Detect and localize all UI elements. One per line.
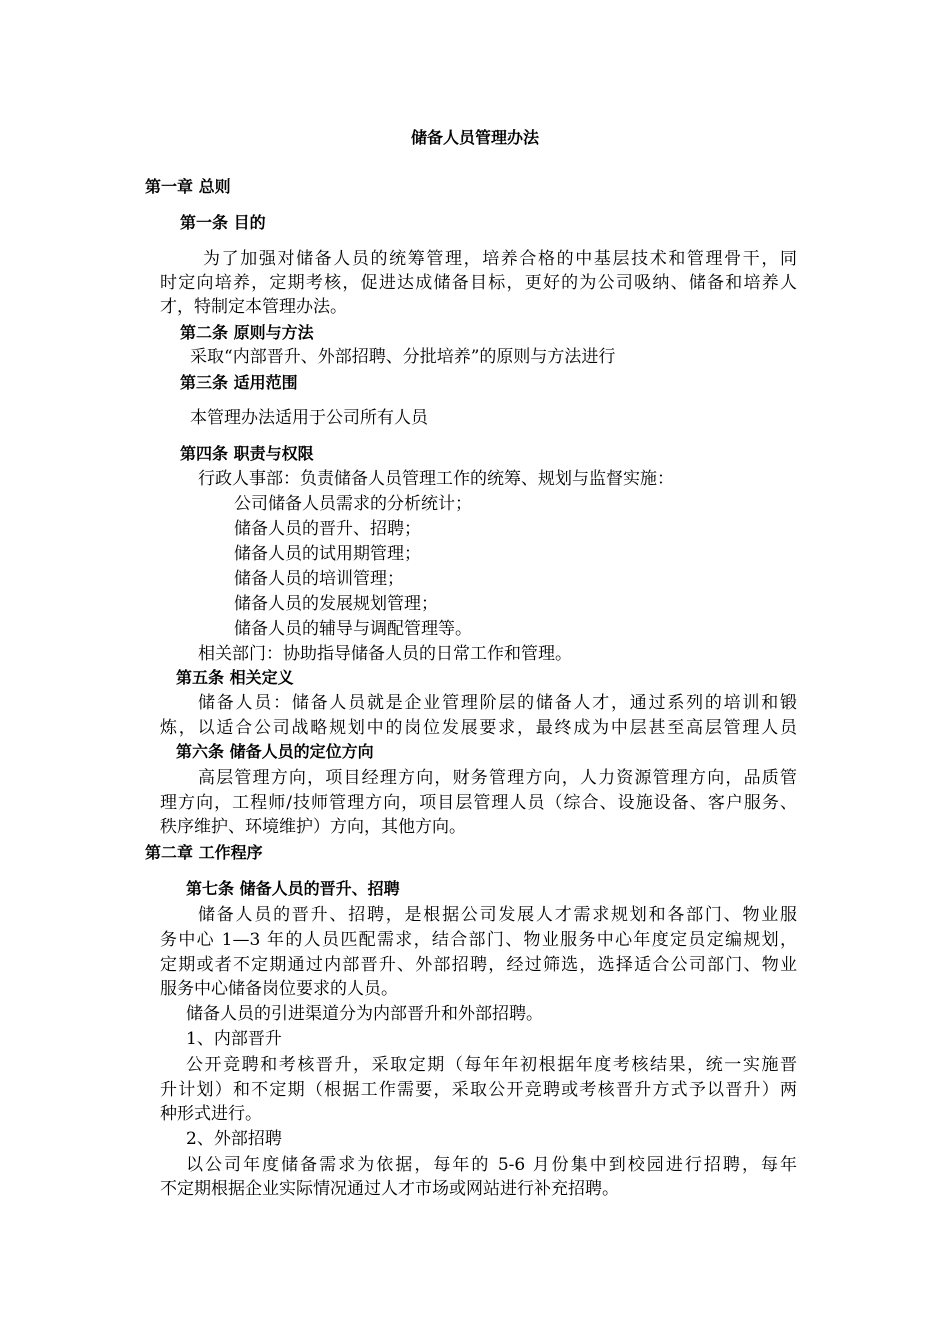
- chapter-2-heading: 第二章 工作程序: [145, 843, 263, 862]
- article-2-heading: 第二条 原则与方法: [180, 323, 314, 342]
- internal-promotion-line-1: 公开竞聘和考核晋升，采取定期（每年年初根据年度考核结果，统一实施晋: [186, 1055, 797, 1075]
- article-2-text: 采取“内部晋升、外部招聘、分批培养”的原则与方法进行: [190, 347, 616, 367]
- chapter-1-heading: 第一章 总则: [145, 177, 231, 196]
- article-6-line-1: 高层管理方向，项目经理方向，财务管理方向，人力资源管理方向，品质管: [198, 768, 797, 788]
- article-7-line-3: 定期或者不定期通过内部晋升、外部招聘，经过筛选，选择适合公司部门、物业: [160, 955, 797, 975]
- article-7-channels: 储备人员的引进渠道分为内部晋升和外部招聘。: [186, 1004, 543, 1024]
- external-recruitment-line-1: 以公司年度储备需求为依据，每年的 5-6 月份集中到校园进行招聘，每年: [186, 1155, 797, 1175]
- external-recruitment-line-2: 不定期根据企业实际情况通过人才市场或网站进行补充招聘。: [160, 1179, 619, 1199]
- article-7-line-2: 务中心 1—3 年的人员匹配需求，结合部门、物业服务中心年度定员定编规划，: [160, 930, 797, 950]
- article-6-line-2: 理方向，工程师/技师管理方向，项目层管理人员（综合、设施设备、客户服务、: [160, 793, 797, 813]
- article-5-line-1: 储备人员：储备人员就是企业管理阶层的储备人才，通过系列的培训和锻: [198, 693, 797, 713]
- external-recruitment-title: 2、外部招聘: [186, 1129, 282, 1149]
- article-1-heading: 第一条 目的: [180, 213, 266, 232]
- article-3-text: 本管理办法适用于公司所有人员: [190, 408, 428, 428]
- article-4-item-6: 储备人员的辅导与调配管理等。: [234, 619, 472, 639]
- article-4-heading: 第四条 职责与权限: [180, 444, 314, 463]
- article-4-item-4: 储备人员的培训管理；: [234, 569, 404, 589]
- article-5-heading: 第五条 相关定义: [176, 668, 294, 687]
- article-7-heading: 第七条 储备人员的晋升、招聘: [186, 879, 400, 898]
- internal-promotion-title: 1、内部晋升: [186, 1029, 282, 1049]
- article-4-item-2: 储备人员的晋升、招聘；: [234, 519, 421, 539]
- article-7-line-1: 储备人员的晋升、招聘，是根据公司发展人才需求规划和各部门、物业服: [198, 905, 797, 925]
- article-3-heading: 第三条 适用范围: [180, 373, 298, 392]
- document-title: 储备人员管理办法: [410, 128, 539, 147]
- internal-promotion-line-2: 升计划）和不定期（根据工作需要，采取公开竞聘或考核晋升方式予以晋升）两: [160, 1080, 797, 1100]
- article-4-item-5: 储备人员的发展规划管理；: [234, 594, 438, 614]
- internal-promotion-line-3: 种形式进行。: [160, 1104, 262, 1124]
- article-1-line-1: 为了加强对储备人员的统筹管理，培养合格的中基层技术和管理骨干，同: [203, 249, 797, 269]
- article-1-line-2: 时定向培养，定期考核，促进达成储备目标，更好的为公司吸纳、储备和培养人: [160, 273, 797, 293]
- article-6-heading: 第六条 储备人员的定位方向: [176, 742, 374, 761]
- article-4-item-1: 公司储备人员需求的分析统计；: [234, 494, 472, 514]
- article-5-line-2: 炼，以适合公司战略规划中的岗位发展要求，最终成为中层甚至高层管理人员: [160, 718, 797, 738]
- article-4-item-3: 储备人员的试用期管理；: [234, 544, 421, 564]
- article-4-related: 相关部门：协助指导储备人员的日常工作和管理。: [198, 644, 572, 664]
- article-6-line-3: 秩序维护、环境维护）方向，其他方向。: [160, 817, 466, 837]
- article-4-intro: 行政人事部：负责储备人员管理工作的统筹、规划与监督实施：: [198, 469, 674, 489]
- article-1-line-3: 才，特制定本管理办法。: [160, 297, 347, 317]
- article-7-line-4: 服务中心储备岗位要求的人员。: [160, 979, 398, 999]
